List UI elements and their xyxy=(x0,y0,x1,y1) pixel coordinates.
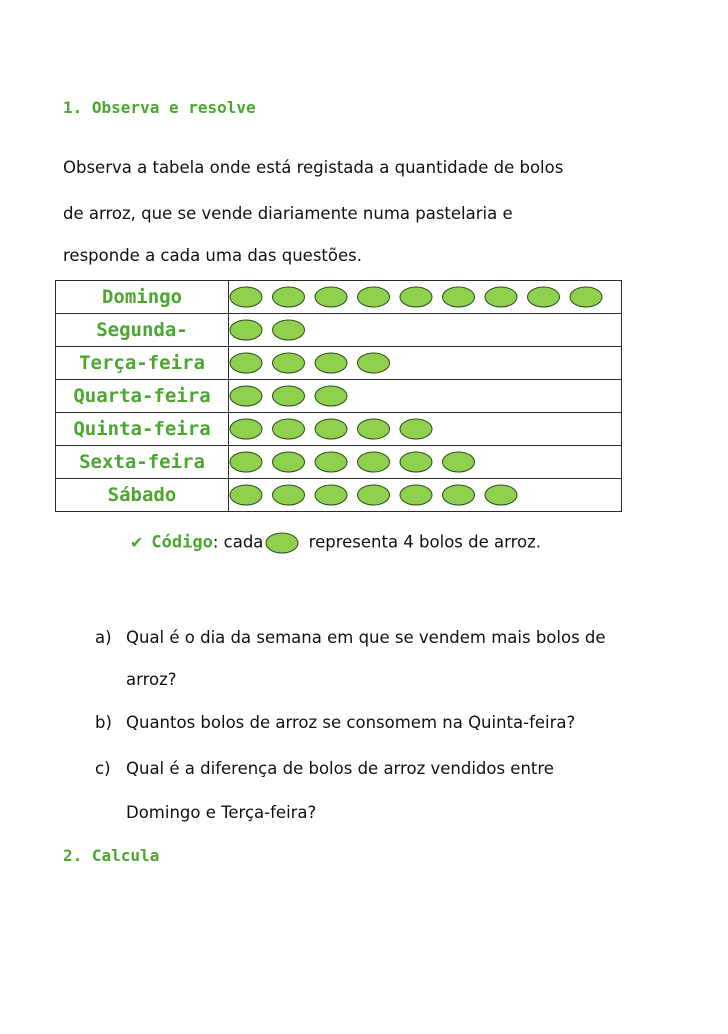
green-oval-icon xyxy=(315,353,347,373)
checkmark-icon: ✔ xyxy=(130,532,144,552)
question-b-label: b) xyxy=(95,713,112,732)
table-row xyxy=(56,479,622,512)
intro-line-3: responde a cada uma das questões. xyxy=(63,246,362,265)
table-row xyxy=(56,314,622,347)
green-oval-icon xyxy=(358,452,390,472)
day-label: Quarta-feira xyxy=(56,380,229,413)
oval-cell xyxy=(229,479,622,512)
question-a-line-2: arroz? xyxy=(126,670,177,689)
green-oval-icon xyxy=(315,452,347,472)
green-oval-icon xyxy=(443,287,475,307)
green-oval-icon xyxy=(273,287,305,307)
question-c-label: c) xyxy=(95,759,111,778)
green-oval-icon xyxy=(273,320,305,340)
oval-cell xyxy=(229,281,622,314)
green-oval-icon xyxy=(230,320,262,340)
oval-row xyxy=(229,416,614,442)
green-oval-icon xyxy=(443,485,475,505)
green-oval-icon xyxy=(358,353,390,373)
intro-line-2: de arroz, que se vende diariamente numa pastelaria e xyxy=(63,204,513,223)
green-oval-icon xyxy=(230,287,262,307)
pictogram-table xyxy=(55,280,622,512)
question-a-line-1: Qual é o dia da semana em que se vendem mais bolos de xyxy=(126,628,606,647)
oval-row xyxy=(229,284,614,310)
code-text-after: representa 4 bolos de arroz. xyxy=(308,532,542,552)
question-a-label: a) xyxy=(95,628,112,647)
green-oval-icon xyxy=(485,287,517,307)
green-oval-icon xyxy=(273,452,305,472)
day-label: Segunda- xyxy=(56,314,229,347)
green-oval-icon xyxy=(358,485,390,505)
oval-row xyxy=(229,317,614,343)
question-c-line-1: Qual é a diferença de bolos de arroz vendidos entre xyxy=(126,759,554,778)
oval-cell xyxy=(229,380,622,413)
oval-cell xyxy=(229,314,622,347)
table-row xyxy=(56,413,622,446)
green-oval-icon xyxy=(400,287,432,307)
section-1-title: 1. Observa e resolve xyxy=(63,98,256,117)
green-oval-icon xyxy=(570,287,602,307)
green-oval-icon xyxy=(230,353,262,373)
table-row xyxy=(56,380,622,413)
oval-cell xyxy=(229,446,622,479)
green-oval-icon xyxy=(273,419,305,439)
day-label: Quinta-feira xyxy=(56,413,229,446)
day-label: Terça-feira xyxy=(56,347,229,380)
code-label: Código xyxy=(151,532,213,553)
day-label: Sábado xyxy=(56,479,229,512)
green-oval-icon xyxy=(315,287,347,307)
green-oval-icon xyxy=(230,386,262,406)
question-c-line-2: Domingo e Terça-feira? xyxy=(126,803,317,822)
green-oval-icon xyxy=(273,386,305,406)
table-row xyxy=(56,281,622,314)
green-oval-icon xyxy=(528,287,560,307)
green-oval-icon xyxy=(315,386,347,406)
green-oval-icon xyxy=(400,452,432,472)
oval-cell xyxy=(229,347,622,380)
green-oval-icon xyxy=(230,485,262,505)
green-oval-icon xyxy=(400,485,432,505)
green-oval-icon xyxy=(230,452,262,472)
green-oval-icon xyxy=(358,419,390,439)
code-legend xyxy=(130,532,541,554)
day-label: Sexta-feira xyxy=(56,446,229,479)
intro-line-1: Observa a tabela onde está registada a quantidade de bolos xyxy=(63,158,564,177)
section-2-title: 2. Calcula xyxy=(63,846,160,865)
green-oval-icon xyxy=(358,287,390,307)
table-row xyxy=(56,446,622,479)
green-oval-icon xyxy=(400,419,432,439)
green-oval-icon xyxy=(230,419,262,439)
table-row xyxy=(56,347,622,380)
oval-row xyxy=(229,482,614,508)
green-oval-icon xyxy=(273,353,305,373)
question-b-line-1: Quantos bolos de arroz se consomem na Quinta-feira? xyxy=(126,713,576,732)
green-oval-icon xyxy=(485,485,517,505)
oval-cell xyxy=(229,413,622,446)
green-oval-icon xyxy=(443,452,475,472)
code-text-before: : cada xyxy=(212,532,264,552)
green-oval-icon xyxy=(315,485,347,505)
green-oval-icon xyxy=(265,532,299,554)
oval-row xyxy=(229,449,614,475)
green-oval-icon xyxy=(315,419,347,439)
oval-row xyxy=(229,383,614,409)
day-label: Domingo xyxy=(56,281,229,314)
green-oval-icon xyxy=(273,485,305,505)
oval-row xyxy=(229,350,614,376)
